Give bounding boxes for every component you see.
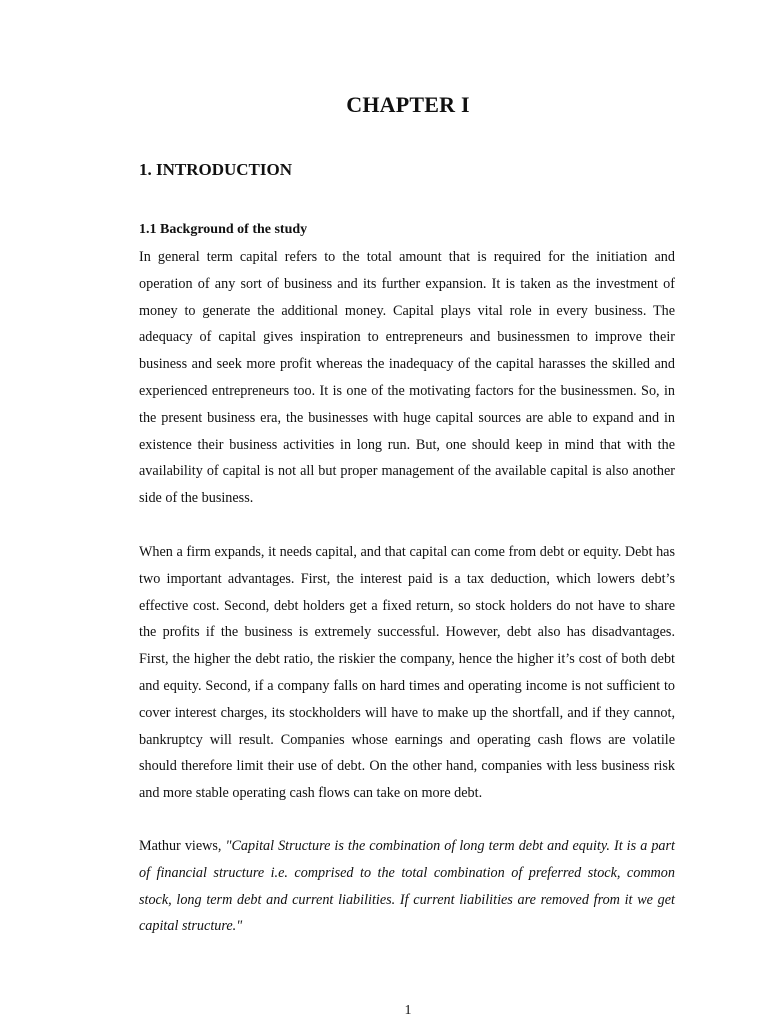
paragraph-mathur-quote xyxy=(139,833,675,940)
paragraph-capital-background: In general term capital refers to the total amount that is required for the initiation and operation of any sort of business and its further expansion. It is taken as the investment of money to generate the additional money. Capital plays vital role in every business. The adequacy of capital gives inspiration to entrepreneurs and businessmen to improve their business and seek more profit whereas the inadequacy of the capital harasses the skilled and experienced entrepreneurs too. It is one of the motivating factors for the businessmen. So, in the present business era, the businesses with huge capital sources are able to expand and in existence their business activities in long run. But, one should keep in mind that with the availability of capital is not all but proper management of the available capital is also another side of the business. xyxy=(139,249,675,507)
quote-intro: Mathur views, xyxy=(139,838,226,854)
subsection-heading: 1.1 Background of the study xyxy=(139,222,308,237)
chapter-title: CHAPTER I xyxy=(346,92,470,117)
page-number: 1 xyxy=(404,1003,412,1018)
section-heading: 1. INTRODUCTION xyxy=(139,160,293,179)
paragraph-debt-equity: When a firm expands, it needs capital, and that capital can come from debt or equity. Debt has two important advantages. First, the interest paid is a tax deduction, which lowers debt’s effective cost. Second, debt holders get a fixed return, so stock holders do not have to share the profits if the business is extremely successful. However, debt also has disadvantages. First, the higher the debt ratio, the riskier the company, hence the higher it’s cost of both debt and equity. Second, if a company falls on hard times and operating income is not sufficient to cover interest charges, its stockholders will have to make up the shortfall, and if they cannot, bankruptcy will result. Companies whose earnings and operating cash flows are volatile should therefore limit their use of debt. On the other hand, companies with less business risk and more stable operating cash flows can take on more debt. xyxy=(139,544,675,802)
quote-text: "Capital Structure is the combination of long term debt and equity. It is a part of financial structure i.e. comprised to the total combination of preferred stock, common stock, long term debt and current liabilities. If current liabilities are removed from it we get capital structure." xyxy=(139,838,675,935)
